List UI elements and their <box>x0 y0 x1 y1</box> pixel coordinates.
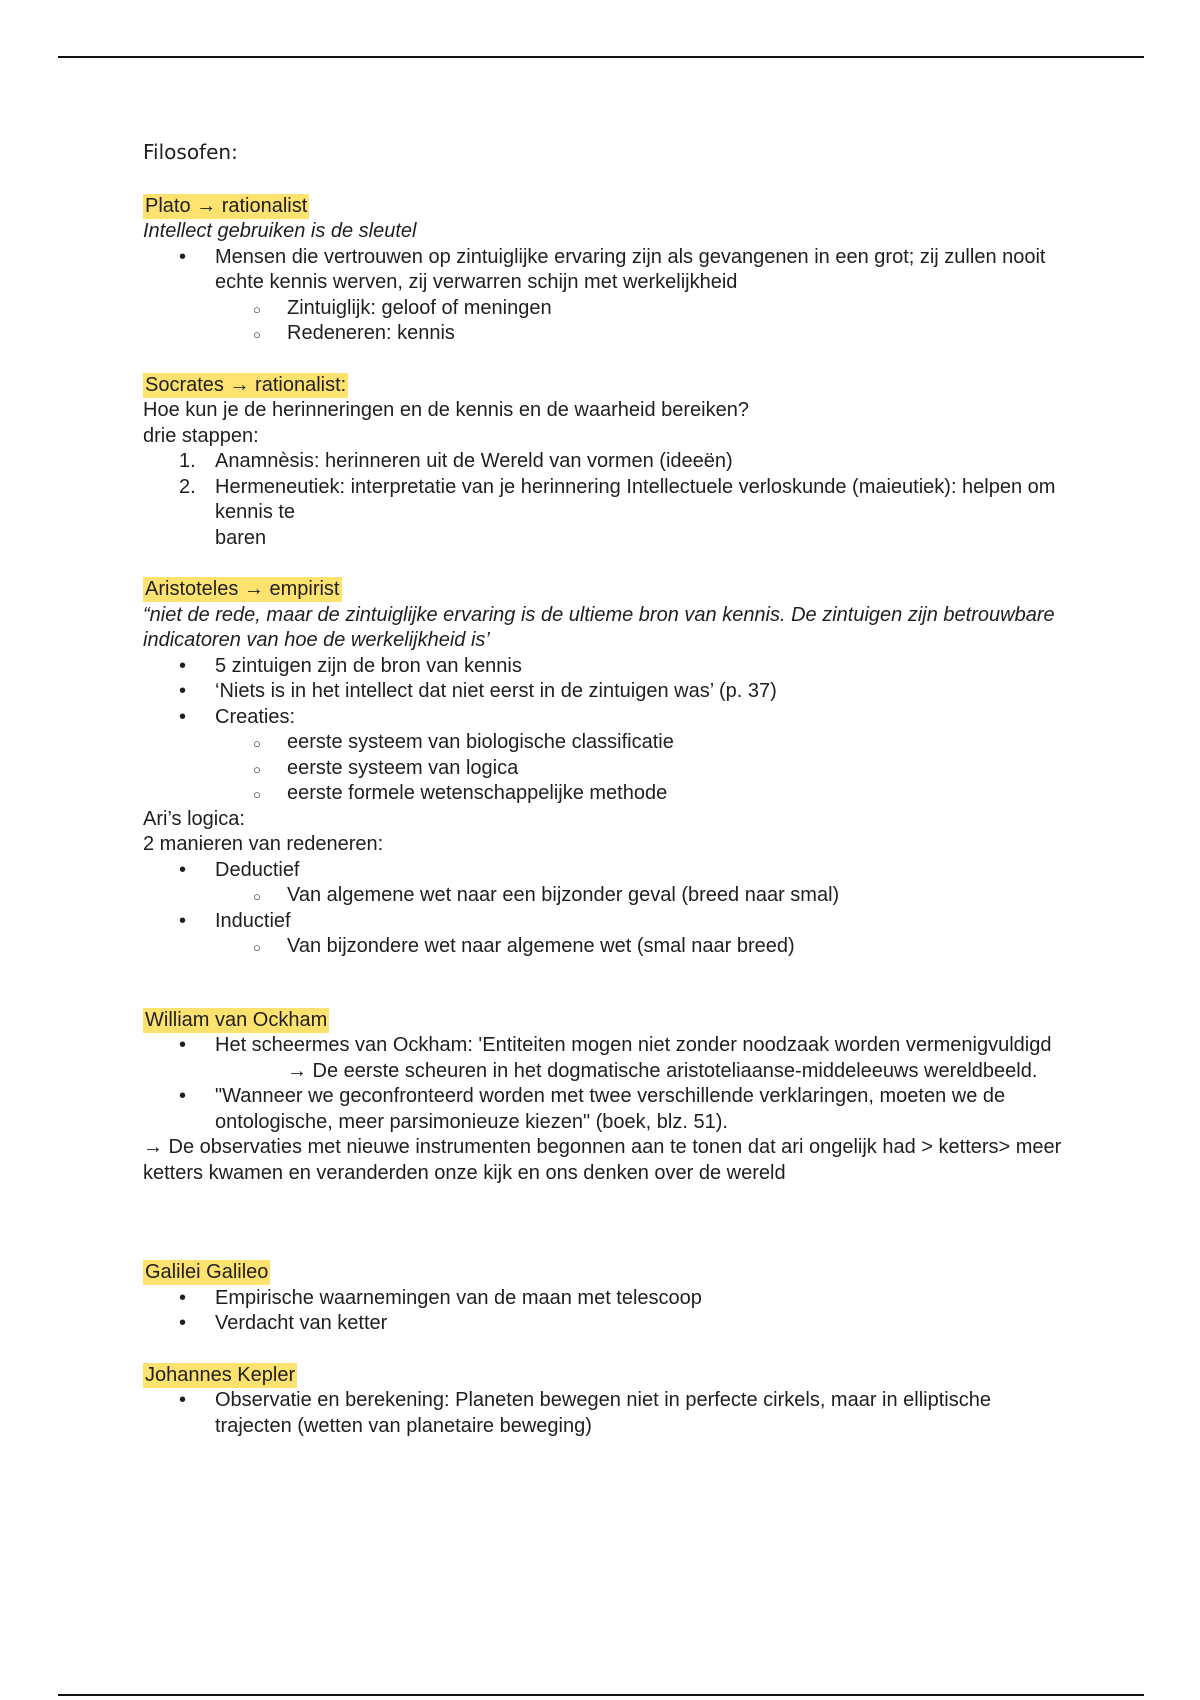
aristoteles-logica-intro: 2 manieren van redeneren: <box>143 833 384 855</box>
heading-ockham: William van Ockham <box>145 1008 328 1031</box>
section-aristoteles <box>143 577 1063 960</box>
list-number: 1. <box>179 450 196 472</box>
sub-list-item: ○ Van bijzondere wet naar algemene wet (smal naar breed) <box>143 934 1063 960</box>
list-item: • Het scheermes van Ockham: 'Entiteiten mogen niet zonder noodzaak worden vermenigvuldigd <box>143 1033 1063 1059</box>
list-item: • 5 zintuigen zijn de bron van kennis <box>143 654 1063 680</box>
document-body <box>143 140 1063 1465</box>
list-item: • Inductief <box>143 909 1063 935</box>
socrates-steps-intro: drie stappen: <box>143 424 259 447</box>
aristoteles-logica-title: Ari’s logica: <box>143 807 245 830</box>
list-item: • Verdacht van ketter <box>143 1311 1063 1337</box>
list-text: Anamnèsis: herinneren uit de Wereld van vormen (ideeën) <box>215 450 733 472</box>
list-item: • Observatie en berekening: Planeten bewegen niet in perfecte cirkels, maar in elliptische trajecten (wetten van planetaire beweging) <box>143 1388 1063 1439</box>
logica-list <box>143 858 1063 960</box>
sub-list-item: ○ eerste systeem van logica <box>143 756 1063 782</box>
ockham-conclusion: → De observaties met nieuwe instrumenten begonnen aan te tonen dat ari ongelijk had > ketters> meer ketters kwamen en veranderden onze kijk en ons denken over de wereld <box>143 1136 1062 1184</box>
socrates-question: Hoe kun je de herinneringen en de kennis en de waarheid bereiken? <box>143 399 749 421</box>
arrow-note: → De eerste scheuren in het dogmatische aristoteliaanse-middeleeuws wereldbeeld. <box>287 1059 1038 1082</box>
sub-list-item: ○ Zintuiglijk: geloof of meningen <box>143 296 1063 322</box>
aristoteles-list <box>143 654 1063 807</box>
list-item: • "Wanneer we geconfronteerd worden met twee verschillende verklaringen, moeten we de ontologische, meer parsimonieuze kiezen" (boek, blz. 51). <box>143 1084 1063 1135</box>
list-item: • Empirische waarnemingen van de maan met telescoop <box>143 1286 1063 1312</box>
list-item: • ‘Niets is in het intellect dat niet eerst in de zintuigen was’ (p. 37) <box>143 679 1063 705</box>
section-galileo <box>143 1260 1063 1337</box>
sub-list-item: ○ Redeneren: kennis <box>143 321 1063 347</box>
list-item <box>143 475 1063 552</box>
sub-list-item: ○ eerste systeem van biologische classificatie <box>143 730 1063 756</box>
section-ockham <box>143 1008 1063 1187</box>
heading-kepler: Johannes Kepler <box>145 1363 296 1386</box>
heading-aristoteles: Aristoteles → empirist <box>145 578 340 600</box>
heading-socrates: Socrates → rationalist: <box>145 373 347 396</box>
section-kepler <box>143 1363 1063 1440</box>
ockham-list <box>143 1033 1063 1135</box>
list-item: • Mensen die vertrouwen op zintuiglijke ervaring zijn als gevangenen in een grot; zij zullen nooit echte kennis werven, zij verwarren schijn met werkelijkheid <box>143 245 1063 296</box>
plato-list <box>143 245 1063 347</box>
bottom-rule <box>58 1694 1144 1696</box>
top-rule <box>58 56 1144 58</box>
heading-galileo: Galilei Galileo <box>145 1261 269 1283</box>
list-text-continued: baren <box>215 526 267 549</box>
list-text: Hermeneutiek: interpretatie van je herinnering Intellectuele verloskunde (maieutiek): helpen om kennis te <box>215 475 1056 523</box>
document-title: Filosofen: <box>143 140 238 164</box>
sub-list-item: ○ Van algemene wet naar een bijzonder geval (breed naar smal) <box>143 883 1063 909</box>
sub-list-item: ○ eerste formele wetenschappelijke methode <box>143 781 1063 807</box>
section-plato <box>143 194 1063 347</box>
heading-plato: Plato → rationalist <box>145 194 308 217</box>
galileo-list <box>143 1286 1063 1337</box>
kepler-list <box>143 1388 1063 1439</box>
list-item: • Deductief <box>143 858 1063 884</box>
plato-subtitle: Intellect gebruiken is de sleutel <box>143 220 417 242</box>
aristoteles-quote: “niet de rede, maar de zintuiglijke ervaring is de ultieme bron van kennis. De zintuigen zijn betrouwbare indicatoren van hoe de werkelijkheid is’ <box>143 603 1055 651</box>
socrates-steps <box>143 449 1063 551</box>
list-item: • Creaties: <box>143 705 1063 731</box>
section-socrates <box>143 373 1063 552</box>
list-item <box>143 449 1063 475</box>
list-number: 2. <box>179 475 196 498</box>
